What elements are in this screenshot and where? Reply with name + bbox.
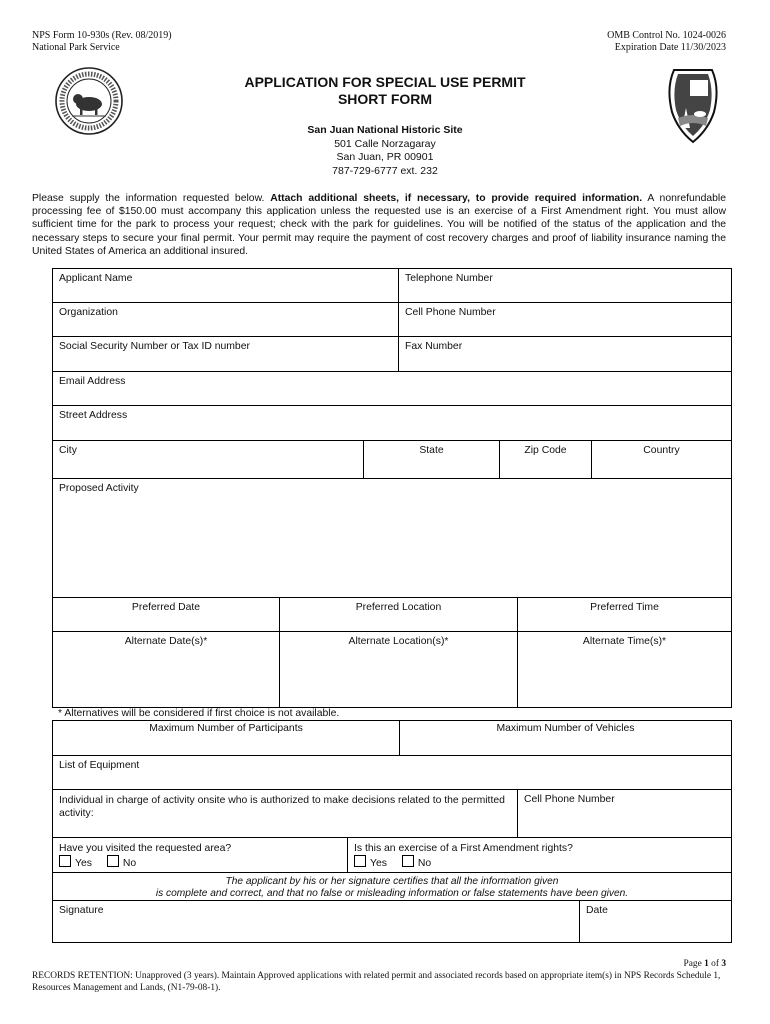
form-title — [0, 74, 770, 108]
ssn-field[interactable] — [53, 337, 398, 371]
row-ssn — [52, 337, 732, 372]
individual-in-charge-field[interactable] — [53, 790, 517, 837]
zip-code-label: Zip Code — [524, 445, 567, 456]
zip-code-field[interactable] — [499, 441, 591, 478]
agency-name: National Park Service — [32, 42, 120, 53]
certification-text — [53, 873, 731, 900]
cell-phone-2-label: Cell Phone Number — [524, 794, 615, 805]
visited-no-checkbox[interactable] — [107, 855, 119, 867]
signature-label: Signature — [59, 905, 104, 916]
row-street — [52, 406, 732, 441]
instructions-bold: Attach additional sheets, if necessary, to provide required information. — [270, 193, 643, 204]
page-total: 3 — [721, 959, 726, 969]
date-label: Date — [586, 905, 608, 916]
omb-block — [607, 30, 726, 54]
first-amendment-yes-label: Yes — [370, 858, 387, 869]
row-individual — [52, 790, 732, 838]
footer — [32, 958, 726, 994]
form-number-block — [32, 30, 172, 54]
first-amendment-question-label: Is this an exercise of a First Amendment rights? — [354, 843, 573, 854]
page-number — [32, 958, 726, 970]
row-proposed-activity — [52, 479, 732, 598]
telephone-label: Telephone Number — [405, 273, 493, 284]
certification-line1: The applicant by his or her signature certifies that all the information given — [225, 876, 559, 887]
row-maximums — [52, 720, 732, 756]
cell-phone-field[interactable] — [398, 303, 731, 336]
visited-yes-label: Yes — [75, 858, 92, 869]
preferred-date-label: Preferred Date — [131, 602, 201, 613]
signature-field[interactable] — [53, 901, 579, 942]
alternate-locations-field[interactable] — [279, 632, 517, 707]
instructions-paragraph — [32, 192, 726, 258]
omb-control: OMB Control No. 1024-0026 — [607, 30, 726, 41]
individual-in-charge-label: Individual in charge of activity onsite who is authorized to make decisions related to the permitted activity: — [59, 795, 505, 819]
row-preferred — [52, 598, 732, 632]
row-certification — [52, 873, 732, 901]
street-address-label: Street Address — [59, 410, 128, 421]
alternate-times-field[interactable] — [517, 632, 731, 707]
city-field[interactable] — [53, 441, 363, 478]
alternate-locations-label: Alternate Location(s)* — [348, 636, 449, 647]
ssn-label: Social Security Number or Tax ID number — [59, 341, 250, 352]
organization-label: Organization — [59, 307, 118, 318]
instructions-text-1: Please supply the information requested below. — [32, 193, 265, 204]
expiration-date: Expiration Date 11/30/2023 — [614, 42, 726, 53]
alternate-times-label: Alternate Time(s)* — [582, 636, 667, 647]
first-amendment-question — [347, 838, 731, 872]
preferred-location-field[interactable] — [279, 598, 517, 631]
visited-yes-checkbox[interactable] — [59, 855, 71, 867]
country-label: Country — [643, 445, 680, 456]
applicant-name-field[interactable] — [53, 269, 398, 302]
telephone-field[interactable] — [398, 269, 731, 302]
row-email — [52, 372, 732, 406]
applicant-name-label: Applicant Name — [59, 273, 133, 284]
first-amendment-yes-checkbox[interactable] — [354, 855, 366, 867]
city-label: City — [59, 445, 77, 456]
preferred-date-field[interactable] — [53, 598, 279, 631]
application-form — [52, 268, 734, 943]
park-city: San Juan, PR 00901 — [336, 151, 434, 163]
fax-field[interactable] — [398, 337, 731, 371]
row-organization — [52, 303, 732, 337]
equipment-label: List of Equipment — [59, 760, 140, 771]
park-phone: 787-729-6777 ext. 232 — [332, 164, 438, 177]
street-address-field[interactable] — [53, 406, 731, 440]
row-alternate — [52, 632, 732, 708]
fax-label: Fax Number — [405, 341, 463, 352]
organization-field[interactable] — [53, 303, 398, 336]
page-current: 1 — [704, 959, 709, 969]
max-vehicles-field[interactable] — [399, 721, 731, 755]
alternatives-note: * Alternatives will be considered if first choice is not available. — [58, 708, 340, 719]
page-prefix: Page — [683, 959, 702, 969]
state-label: State — [419, 445, 444, 456]
country-field[interactable] — [591, 441, 731, 478]
first-amendment-no-label: No — [417, 858, 432, 869]
form-number: NPS Form 10-930s (Rev. 08/2019) — [32, 30, 172, 41]
certification-line2: is complete and correct, and that no false or misleading information or false statements have been given. — [155, 888, 629, 899]
records-retention: RECORDS RETENTION: Unapproved (3 years). Maintain Approved applications with related permit and associated records based on appropriate item(s) in NPS Records Schedule 1, Resources Management and Lands, (N1-79-08-1). — [32, 971, 721, 993]
row-signature — [52, 901, 732, 943]
preferred-time-field[interactable] — [517, 598, 731, 631]
row-questions — [52, 838, 732, 873]
date-field[interactable] — [579, 901, 731, 942]
form-title-line2: SHORT FORM — [337, 91, 433, 107]
row-city — [52, 441, 732, 479]
state-field[interactable] — [363, 441, 499, 478]
email-field[interactable] — [53, 372, 731, 405]
max-vehicles-label: Maximum Number of Vehicles — [496, 723, 635, 734]
first-amendment-no-checkbox[interactable] — [402, 855, 414, 867]
alternate-dates-field[interactable] — [53, 632, 279, 707]
park-street: 501 Calle Norzagaray — [334, 137, 436, 150]
visited-question-label: Have you visited the requested area? — [59, 843, 232, 854]
visited-no-label: No — [122, 858, 137, 869]
preferred-time-label: Preferred Time — [590, 602, 659, 613]
max-participants-field[interactable] — [53, 721, 399, 755]
park-address — [0, 124, 770, 178]
equipment-field[interactable] — [53, 756, 731, 789]
row-applicant — [52, 268, 732, 303]
max-participants-label: Maximum Number of Participants — [149, 723, 303, 734]
preferred-location-label: Preferred Location — [355, 602, 442, 613]
form-title-line1: APPLICATION FOR SPECIAL USE PERMIT — [244, 74, 526, 90]
row-equipment — [52, 756, 732, 790]
proposed-activity-label: Proposed Activity — [59, 483, 139, 494]
email-label: Email Address — [59, 376, 126, 387]
visited-question — [53, 838, 347, 872]
page-of: of — [711, 959, 719, 969]
park-name: San Juan National Historic Site — [307, 124, 463, 136]
cell-phone-2-field[interactable] — [517, 790, 731, 837]
cell-phone-label: Cell Phone Number — [405, 307, 496, 318]
alternate-dates-label: Alternate Date(s)* — [124, 636, 208, 647]
proposed-activity-field[interactable] — [53, 479, 731, 597]
instructions-text-2: A nonrefundable processing fee of $150.00 must accompany this application unless the requested use is an exercise of a First Amendment right. You must allow sufficient time for the park to process your request; check with the park for guidelines. You will be notified of the status of the application and the necessary steps to secure your final permit. Your permit may require the payment of cost recovery charges and proof of liability insurance naming the United States of America an additional insured. — [32, 193, 727, 257]
